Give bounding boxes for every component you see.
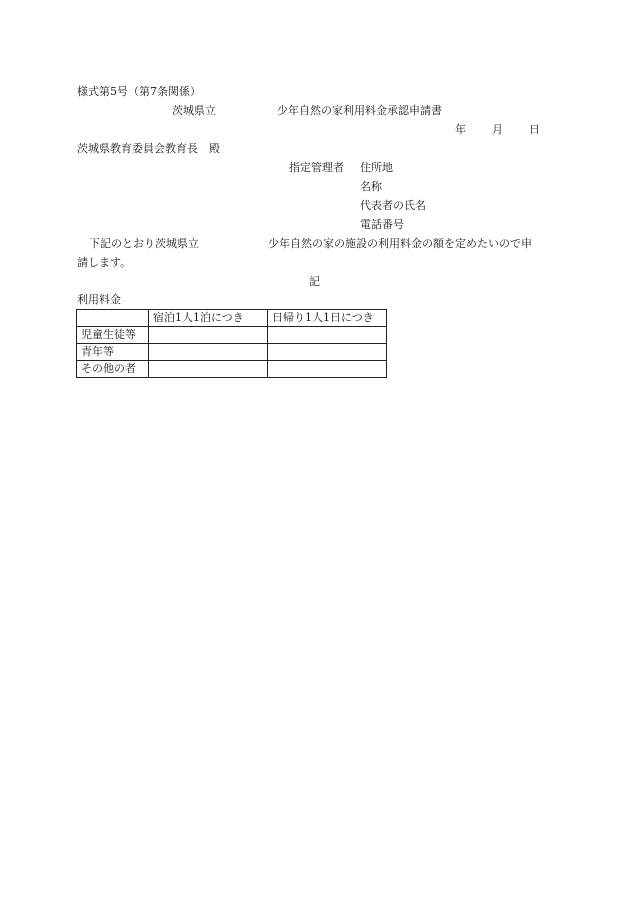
body-line2: 請します。 [77,256,132,269]
date-year: 年 [455,123,466,136]
document-title: 少年自然の家利用料金承認申請書 [277,104,442,117]
title-prefix: 茨城県立 [172,104,216,117]
day-fee-cell [268,361,387,378]
day-fee-cell [268,327,387,344]
body-line1-suffix: 少年自然の家の施設の利用料金の額を定めたいので申 [268,237,532,250]
address-label: 住所地 [360,161,393,174]
table-header-cell [77,310,149,327]
name-label: 名称 [360,180,382,193]
addressee: 茨城県教育委員会教育長 殿 [77,142,220,155]
fee-table [76,309,387,378]
representative-label: 代表者の氏名 [360,199,426,212]
table-header-cell: 日帰り1人1日につき [268,310,387,327]
date-month: 月 [492,123,503,136]
phone-label: 電話番号 [360,218,404,231]
overnight-fee-cell [149,327,268,344]
row-label: 児童生徒等 [77,327,149,344]
section-label: 利用料金 [77,293,121,306]
table-header-cell: 宿泊1人1泊につき [149,310,268,327]
body-line1-prefix: 下記のとおり茨城県立 [89,237,199,250]
ki-heading: 記 [309,275,320,288]
table-row [77,327,387,344]
table-row [77,361,387,378]
day-fee-cell [268,344,387,361]
row-label: 青年等 [77,344,149,361]
date-day: 日 [529,123,540,136]
overnight-fee-cell [149,361,268,378]
applicant-role: 指定管理者 [289,161,344,174]
form-number: 様式第5号（第7条関係） [77,85,201,98]
row-label: その他の者 [77,361,149,378]
table-row [77,344,387,361]
table-header-row [77,310,387,327]
overnight-fee-cell [149,344,268,361]
